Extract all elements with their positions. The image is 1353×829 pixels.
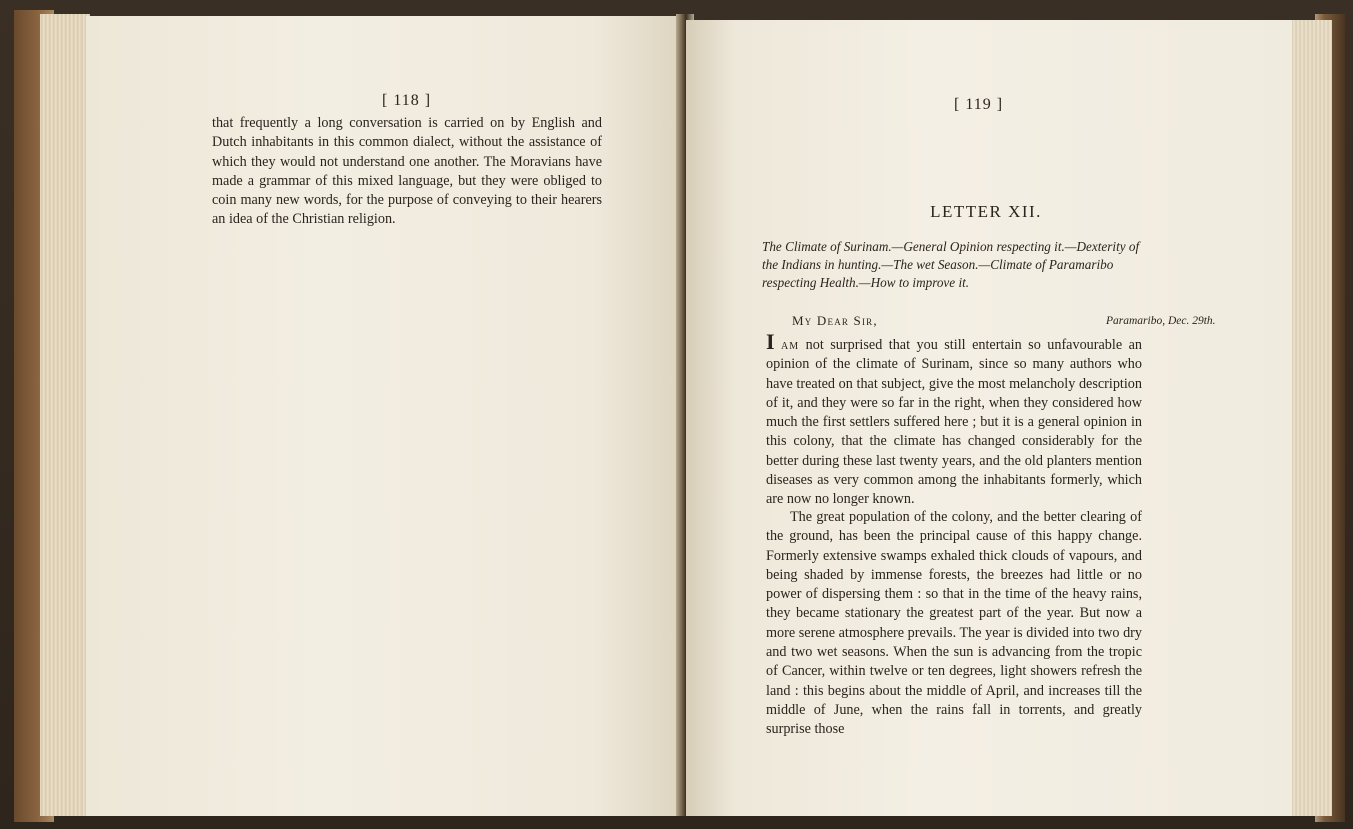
left-page	[86, 16, 682, 816]
right-page	[686, 20, 1292, 816]
letter-summary: The Climate of Surinam.—General Opinion respecting it.—Dexterity of the Indians in hunting.—The wet Season.—Climate of Paramaribo respecting Health.—How to improve it.	[762, 239, 1140, 290]
left-page-paragraph: that frequently a long conversation is carried on by English and Dutch inhabitants in this common dialect, without the assistance of which they would not understand one another. The Moravians have made a grammar of this mixed language, but they were obliged to coin many new words, for the purpose of conveying to their hearers an idea of the Christian religion.	[212, 115, 602, 228]
left-page-number: [ 118 ]	[382, 92, 432, 109]
letter-paragraph-1	[766, 329, 1142, 510]
paragraph-1-text: not surprised that you still entertain so unfavourable an opinion of the climate of Surinam, since so many authors who have treated on that subject, give the most melancholy description of it, and they were so far in the right, when they considered how much the first settlers suffered here ; but it is a general opinion in this colony, that the climate has changed considerably for the better during these last twenty years, and the old planters mention diseases as very common among the inhabitants formerly, which are now no longer known.	[766, 337, 1142, 508]
dateline: Paramaribo, Dec. 29th.	[1106, 315, 1216, 327]
drop-cap: I	[766, 329, 775, 354]
right-page-number: [ 119 ]	[954, 96, 1004, 113]
salutation: My Dear Sir,	[792, 313, 878, 328]
letter-paragraph-2	[766, 508, 1142, 740]
paragraph-lead-word: am	[781, 337, 800, 353]
letter-heading: LETTER XII.	[930, 202, 1042, 221]
paragraph-2-text: The great population of the colony, and the better clearing of the ground, has been the principal cause of this happy change. Formerly extensive swamps exhaled thick clouds of vapours, and being shaded by immense forests, the breezes had little or no power of dispersing them : so that in the time of the heavy rains, they became stationary the greatest part of the year. But now a more serene atmosphere prevails. The year is divided into two dry and two wet seasons. When the sun is advancing from the tropic of Cancer, within twelve or ten degrees, light showers refresh the land : this begins about the middle of April, and increases till the middle of June, when the rains fall in torrents, and greatly surprise those	[766, 509, 1142, 738]
left-page-edges	[40, 14, 90, 816]
right-page-edges	[1290, 20, 1332, 816]
